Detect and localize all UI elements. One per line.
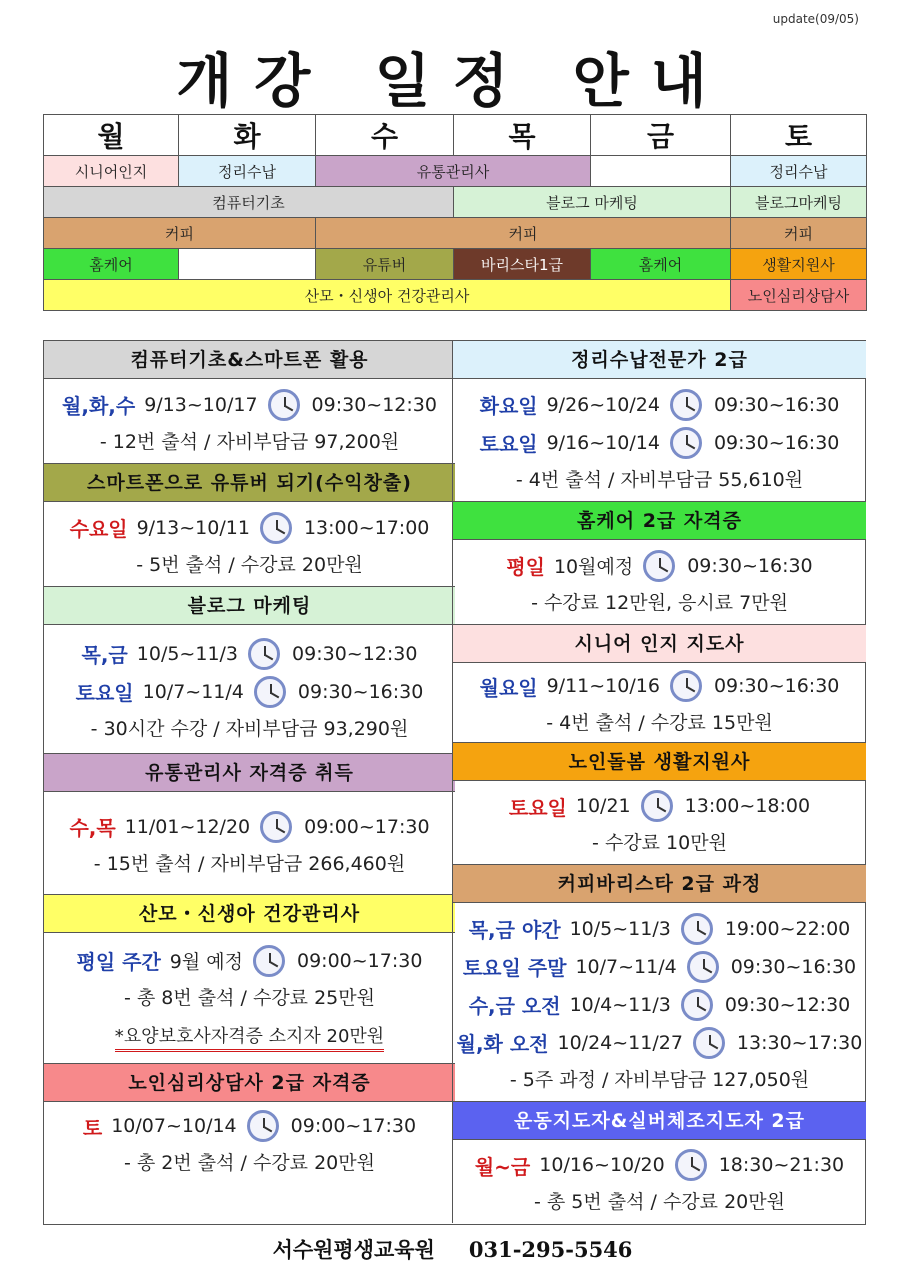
class-time: 09:30~16:30 (687, 554, 813, 577)
course-body (453, 781, 866, 864)
clock-icon (260, 512, 292, 544)
class-days: 토요일 (479, 432, 538, 456)
class-time: 13:00~17:00 (303, 516, 430, 539)
clock-icon (253, 945, 285, 977)
clock-icon (681, 989, 713, 1021)
schedule-line (82, 638, 418, 670)
schedule-row (44, 156, 867, 187)
class-days: 월,화,수 (62, 394, 136, 418)
course-panel-senior (453, 625, 866, 743)
schedule-cell: 생활지원사 (731, 249, 867, 280)
course-fee: - 5번 출석 / 수강료 20만원 (136, 553, 363, 576)
schedule-cell (591, 156, 731, 187)
schedule-cell: 블로그 마케팅 (454, 187, 731, 218)
schedule-line (77, 945, 423, 977)
schedule-line (480, 427, 840, 459)
course-panel-distribution (44, 754, 455, 895)
course-title: 커피바리스타 2급 과정 (453, 865, 866, 903)
course-body (453, 903, 866, 1101)
schedule-cell: 홈케어 (591, 249, 731, 280)
weekly-schedule-table (43, 114, 867, 311)
clock-icon (641, 790, 673, 822)
date-range: 9/13~10/17 (144, 393, 258, 416)
clock-icon (268, 389, 300, 421)
class-days: 수요일 (69, 517, 128, 541)
course-title: 산모・신생아 건강관리사 (44, 895, 455, 933)
clock-icon (248, 638, 280, 670)
class-days: 수,목 (69, 816, 116, 840)
schedule-line (69, 811, 429, 843)
phone-number: 031-295-5546 (468, 1237, 633, 1262)
schedule-cell: 컴퓨터기초 (44, 187, 454, 218)
schedule-line (509, 790, 810, 822)
class-time: 19:00~22:00 (724, 917, 851, 940)
course-column-left (44, 341, 455, 1183)
schedule-cell: 정리수납 (179, 156, 316, 187)
course-fee: - 총 2번 출석 / 수강료 20만원 (124, 1152, 375, 1174)
schedule-line (469, 913, 851, 945)
schedule-line (506, 550, 812, 582)
date-range: 10/5~11/3 (569, 917, 671, 940)
class-days: 평일 주간 (76, 950, 161, 974)
date-range: 11/01~12/20 (124, 815, 251, 838)
course-body (44, 502, 455, 586)
class-time: 09:30~12:30 (724, 993, 851, 1016)
schedule-cell: 커피 (731, 218, 867, 249)
page-title: 개강 일정 안내 (176, 47, 729, 115)
date-range: 9/11~10/16 (546, 675, 660, 697)
class-time: 09:30~16:30 (713, 393, 840, 416)
class-days: 목,금 야간 (468, 918, 561, 942)
course-panel-exercise (453, 1102, 866, 1223)
clock-icon (643, 550, 675, 582)
class-time: 09:30~16:30 (297, 680, 424, 703)
schedule-cell: 커피 (316, 218, 731, 249)
course-grid (43, 340, 866, 1225)
schedule-line (475, 1149, 844, 1181)
course-title: 시니어 인지 지도사 (453, 625, 866, 663)
course-fee: - 4번 출석 / 자비부담금 55,610원 (515, 468, 804, 491)
course-title: 노인돌봄 생활지원사 (453, 743, 866, 781)
schedule-line (469, 989, 851, 1021)
date-range: 9/16~10/14 (546, 431, 660, 454)
schedule-cell: 홈케어 (44, 249, 179, 280)
class-days: 목,금 (81, 643, 128, 667)
clock-icon (254, 676, 286, 708)
course-body (453, 663, 866, 742)
date-range: 9/26~10/24 (546, 393, 660, 416)
course-fee: - 수강료 12만원, 응시료 7만원 (531, 591, 788, 614)
schedule-row (44, 218, 867, 249)
date-range: 10/5~11/3 (136, 642, 239, 665)
class-days: 토 (82, 1115, 103, 1140)
course-panel-lifesupport (453, 743, 866, 865)
course-body (453, 1140, 866, 1223)
schedule-line (70, 512, 430, 544)
org-name: 서수원평생교육원 (272, 1237, 435, 1262)
class-time: 09:30~16:30 (713, 675, 840, 697)
schedule-line (457, 1027, 863, 1059)
clock-icon (670, 389, 702, 421)
course-body (453, 379, 866, 501)
course-panel-youtube (44, 464, 455, 587)
schedule-cell: 산모・신생아 건강관리사 (44, 280, 731, 311)
course-title: 블로그 마케팅 (44, 587, 455, 625)
weekday-header: 월 (44, 115, 179, 156)
date-range: 10/16~10/20 (539, 1154, 665, 1176)
clock-icon (681, 913, 713, 945)
course-title: 운동지도자&실버체조지도자 2급 (453, 1102, 866, 1140)
class-days: 월,화 오전 (456, 1032, 549, 1056)
schedule-line (76, 676, 424, 708)
course-fee: - 15번 출석 / 자비부담금 266,460원 (93, 852, 406, 875)
course-panel-homecare (453, 502, 866, 625)
schedule-line (62, 389, 437, 421)
schedule-row (44, 249, 867, 280)
course-body (44, 379, 455, 463)
course-body (44, 1102, 455, 1183)
course-body (44, 792, 455, 894)
schedule-row (44, 187, 867, 218)
clock-icon (687, 951, 719, 983)
clock-icon (670, 427, 702, 459)
date-range: 10/4~11/3 (569, 993, 671, 1016)
update-label: update(09/05) (772, 12, 859, 26)
schedule-cell: 정리수납 (731, 156, 867, 187)
weekday-header: 화 (179, 115, 316, 156)
class-days: 토요일 (75, 681, 134, 705)
course-panel-computer (44, 341, 455, 464)
schedule-cell: 바리스타1급 (454, 249, 591, 280)
class-days: 토요일 (508, 795, 567, 820)
class-time: 09:30~12:30 (311, 393, 437, 416)
clock-icon (675, 1149, 707, 1181)
date-range: 9월 예정 (169, 951, 243, 973)
class-days: 월~금 (474, 1154, 531, 1179)
schedule-line (480, 670, 840, 702)
class-time: 13:00~18:00 (684, 795, 811, 817)
schedule-cell (179, 249, 316, 280)
course-title: 유통관리사 자격증 취득 (44, 754, 455, 792)
class-time: 09:30~16:30 (713, 431, 840, 454)
schedule-cell: 노인심리상담사 (731, 280, 867, 311)
class-time: 09:30~16:30 (730, 955, 857, 978)
course-title: 노인심리상담사 2급 자격증 (44, 1064, 455, 1102)
course-fee: - 12번 출석 / 자비부담금 97,200원 (99, 430, 400, 453)
class-days: 토요일 주말 (462, 956, 567, 980)
schedule-cell: 시니어인지 (44, 156, 179, 187)
course-fee: - 총 8번 출석 / 수강료 25만원 (124, 986, 375, 1009)
course-fee: - 총 5번 출석 / 수강료 20만원 (534, 1191, 785, 1213)
course-panel-organize (453, 341, 866, 502)
class-time: 09:00~17:30 (297, 949, 423, 972)
course-fee: - 4번 출석 / 수강료 15만원 (546, 712, 773, 734)
class-days: 평일 (506, 555, 545, 579)
class-time: 13:30~17:30 (736, 1031, 863, 1054)
class-time: 18:30~21:30 (718, 1154, 845, 1176)
class-days: 화요일 (479, 394, 538, 418)
date-range: 10/07~10/14 (111, 1115, 237, 1137)
clock-icon (260, 811, 292, 843)
schedule-cell: 커피 (44, 218, 316, 249)
clock-icon (693, 1027, 725, 1059)
schedule-cell: 유통관리사 (316, 156, 591, 187)
course-title: 홈케어 2급 자격증 (453, 502, 866, 540)
course-title: 스마트폰으로 유튜버 되기(수익창출) (44, 464, 455, 502)
weekday-header-row (44, 115, 867, 156)
course-title: 정리수납전문가 2급 (453, 341, 866, 379)
course-panel-blog (44, 587, 455, 754)
class-time: 09:30~12:30 (292, 642, 418, 665)
course-panel-coffee (453, 865, 866, 1102)
course-body (44, 933, 455, 1063)
course-panel-postnatal (44, 895, 455, 1064)
schedule-row (44, 280, 867, 311)
course-fee: - 5주 과정 / 자비부담금 127,050원 (509, 1068, 810, 1091)
course-fee: - 수강료 10만원 (592, 832, 727, 854)
footer (0, 1234, 905, 1264)
date-range: 10/24~11/27 (557, 1031, 683, 1054)
schedule-line (463, 951, 856, 983)
weekday-header: 수 (316, 115, 454, 156)
clock-icon (670, 670, 702, 702)
schedule-cell: 유튜버 (316, 249, 454, 280)
course-fee: - 30시간 수강 / 자비부담금 93,290원 (90, 717, 409, 740)
weekday-header: 금 (591, 115, 731, 156)
weekday-header: 토 (731, 115, 867, 156)
schedule-cell: 블로그마케팅 (731, 187, 867, 218)
course-column-right (452, 341, 866, 1223)
clock-icon (247, 1110, 279, 1142)
course-body (44, 625, 455, 753)
course-body (453, 540, 866, 624)
date-range: 10/21 (575, 795, 631, 817)
class-days: 수,금 오전 (468, 994, 561, 1018)
schedule-line (480, 389, 840, 421)
class-time: 09:00~17:30 (304, 815, 430, 838)
discount-note: *요양보호사자격증 소지자 20만원 (115, 1022, 384, 1052)
date-range: 10/7~11/4 (142, 680, 244, 703)
class-days: 월요일 (479, 675, 538, 700)
date-range: 10월예정 (553, 556, 634, 578)
weekday-header: 목 (454, 115, 591, 156)
course-title: 컴퓨터기초&스마트폰 활용 (44, 341, 455, 379)
class-time: 09:00~17:30 (290, 1115, 417, 1137)
course-panel-psych (44, 1064, 455, 1183)
schedule-line (83, 1110, 416, 1142)
date-range: 9/13~10/11 (136, 516, 250, 539)
date-range: 10/7~11/4 (575, 955, 677, 978)
